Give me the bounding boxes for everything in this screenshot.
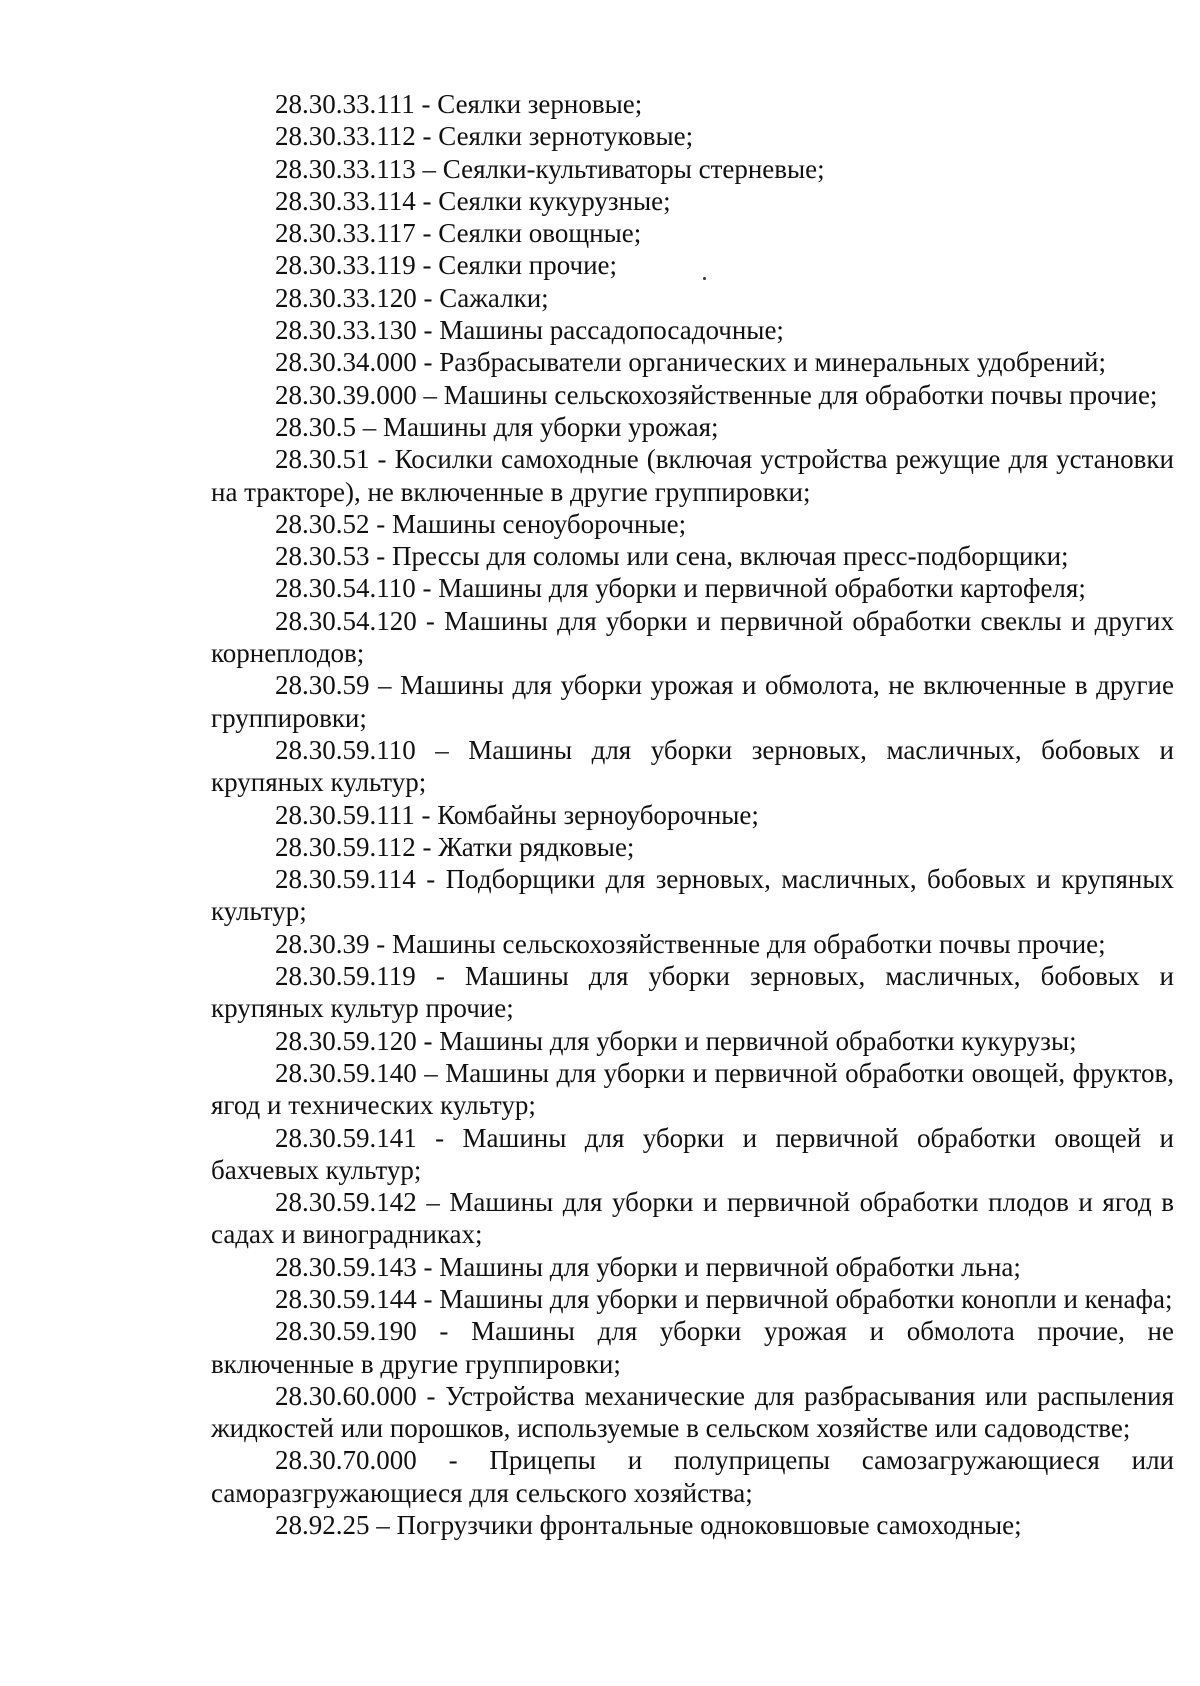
- list-item: 28.30.59.110 – Машины для уборки зерновых, масличных, бобовых и крупяных культур;: [211, 734, 1174, 798]
- list-item: 28.30.59 – Машины для уборки урожая и обмолота, не включенные в другие группировки;: [211, 670, 1174, 733]
- list-item: 28.30.59.144 - Машины для уборки и первичной обработки конопли и кенафа;: [275, 1283, 1173, 1314]
- list-item: 28.30.59.142 – Машины для уборки и первичной обработки плодов и ягод в садах и виноградниках;: [211, 1187, 1174, 1250]
- document-body: [211, 88, 1174, 1541]
- list-item: 28.30.59.114 - Подборщики для зерновых, масличных, бобовых и крупяных культур;: [211, 864, 1174, 927]
- list-item: 28.30.53 - Прессы для соломы или сена, включая пресс-подборщики;: [275, 541, 1069, 572]
- list-item: 28.30.5 – Машины для уборки урожая;: [275, 411, 719, 442]
- list-item: 28.30.59.120 - Машины для уборки и первичной обработки кукурузы;: [275, 1025, 1077, 1056]
- list-item: 28.92.25 – Погрузчики фронтальные одноковшовые самоходные;: [275, 1510, 1022, 1541]
- list-item: 28.30.51 - Косилки самоходные (включая устройства режущие для установки на тракторе), не включенные в другие группировки;: [211, 444, 1174, 507]
- list-item: 28.30.39 - Машины сельскохозяйственные для обработки почвы прочие;: [275, 928, 1106, 959]
- list-item: 28.30.60.000 - Устройства механические для разбрасывания или распыления жидкостей или порошков, используемые в сельском хозяйстве или садоводстве;: [211, 1380, 1174, 1444]
- list-item: 28.30.59.143 - Машины для уборки и первичной обработки льна;: [275, 1251, 1021, 1282]
- list-item: 28.30.59.140 – Машины для уборки и первичной обработки овощей, фруктов, ягод и технических культур;: [211, 1057, 1174, 1121]
- list-item: 28.30.59.112 - Жатки рядковые;: [275, 831, 635, 862]
- list-item: 28.30.33.111 - Сеялки зерновые;: [275, 89, 643, 119]
- list-item: 28.30.33.117 - Сеялки овощные;: [275, 218, 642, 249]
- list-item: 28.30.34.000 - Разбрасыватели органических и минеральных удобрений;: [275, 347, 1107, 378]
- list-item: 28.30.59.119 - Машины для уборки зерновых, масличных, бобовых и крупяных культур прочие;: [211, 961, 1174, 1024]
- list-item: 28.30.33.112 - Сеялки зернотуковые;: [275, 121, 694, 152]
- list-item: 28.30.39.000 – Машины сельскохозяйственные для обработки почвы прочие;: [275, 379, 1158, 410]
- list-item: 28.30.59.111 - Комбайны зерноуборочные;: [275, 799, 759, 830]
- list-item: 28.30.59.141 - Машины для уборки и первичной обработки овощей и бахчевых культур;: [211, 1122, 1174, 1185]
- list-item: 28.30.54.110 - Машины для уборки и первичной обработки картофеля;: [275, 573, 1086, 604]
- list-item: 28.30.54.120 - Машины для уборки и первичной обработки свеклы и других корнеплодов;: [211, 605, 1174, 669]
- list-item: 28.30.52 - Машины сеноуборочные;: [275, 508, 687, 539]
- list-item: 28.30.33.114 - Сеялки кукурузные;: [275, 185, 671, 216]
- list-item: 28.30.59.190 - Машины для уборки урожая и обмолота прочие, не включенные в другие группировки;: [211, 1316, 1174, 1379]
- list-item: 28.30.33.119 - Сеялки прочие;: [275, 250, 618, 281]
- list-item: 28.30.33.120 - Сажалки;: [275, 282, 549, 313]
- list-item: 28.30.33.113 – Сеялки-культиваторы стерневые;: [275, 153, 825, 184]
- list-item: 28.30.70.000 - Прицепы и полуприцепы самозагружающиеся или саморазгружающиеся для сельского хозяйства;: [211, 1445, 1174, 1508]
- list-item: 28.30.33.130 - Машины рассадопосадочные;: [275, 315, 784, 346]
